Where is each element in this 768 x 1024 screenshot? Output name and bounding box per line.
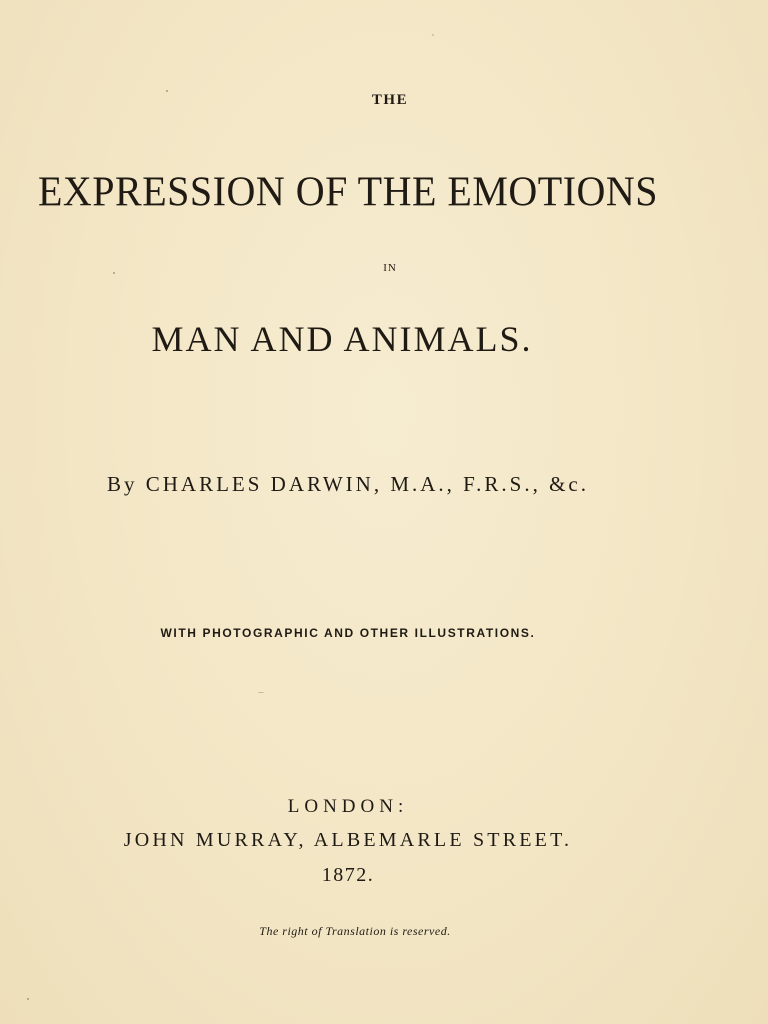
author-line: By CHARLES DARWIN, M.A., F.R.S., &c. xyxy=(106,472,590,496)
publisher-city: LONDON: xyxy=(287,796,409,817)
illustrations-note: WITH PHOTOGRAPHIC AND OTHER ILLUSTRATIONS. xyxy=(160,626,536,640)
paper-speck xyxy=(258,692,264,693)
paper-speck xyxy=(432,34,434,36)
paper-speck xyxy=(27,998,29,1000)
rights-notice: The right of Translation is reserved. xyxy=(259,924,451,938)
paper-speck xyxy=(113,272,115,274)
title-preposition: IN xyxy=(383,262,397,274)
book-subtitle: MAN AND ANIMALS. xyxy=(151,319,533,359)
title-article: THE xyxy=(371,92,409,108)
book-title: EXPRESSION OF THE EMOTIONS xyxy=(37,167,659,216)
publisher-name: JOHN MURRAY, ALBEMARLE STREET. xyxy=(123,829,573,851)
publication-year: 1872. xyxy=(321,864,375,886)
paper-speck xyxy=(166,90,168,92)
